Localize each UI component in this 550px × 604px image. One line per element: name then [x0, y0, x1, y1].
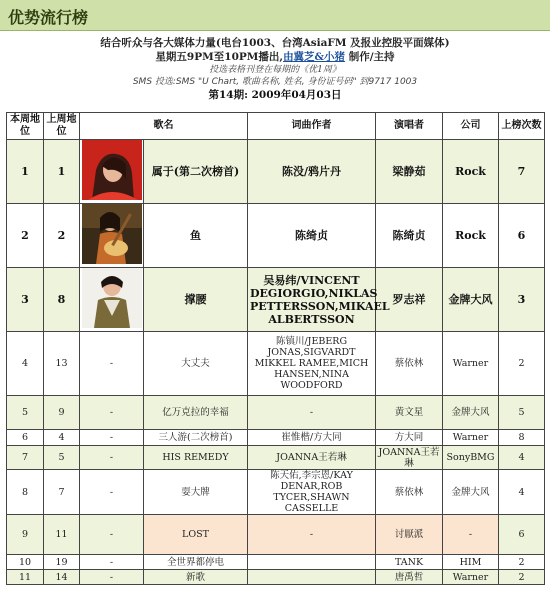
photo-placeholder: -	[80, 470, 144, 515]
rank-this-week: 4	[7, 332, 44, 396]
table-row	[7, 515, 545, 555]
photo-placeholder: -	[80, 396, 144, 430]
song-writer: 崔惟楷/方大同	[248, 430, 376, 446]
table-row	[7, 140, 545, 204]
song-title[interactable]: 亿万克拉的幸福	[144, 396, 248, 430]
rank-last-week: 19	[44, 555, 80, 570]
song-artist: 陈绮贞	[376, 204, 443, 268]
song-title[interactable]: HIS REMEDY	[144, 446, 248, 470]
photo-placeholder: -	[80, 332, 144, 396]
rank-this-week: 9	[7, 515, 44, 555]
table-row	[7, 470, 545, 515]
record-label: 金牌大风	[443, 470, 499, 515]
rank-this-week: 7	[7, 446, 44, 470]
header-line-sms: SMS 投选:SMS "U Chart, 歌曲名称, 姓名, 身份证号码" 到9717 1003	[132, 77, 418, 87]
song-writer: 吴易纬/VINCENT DEGIORGIO,NIKLAS PETTERSSON,MIKAEL ALBERTSSON	[248, 268, 376, 332]
table-row	[7, 332, 545, 396]
col-header-artist: 演唱者	[376, 113, 443, 140]
record-label: 金牌大风	[443, 268, 499, 332]
rank-this-week: 1	[7, 140, 44, 204]
col-header-this-week: 本周地位	[7, 113, 44, 140]
record-label: 金牌大风	[443, 396, 499, 430]
table-row	[7, 430, 545, 446]
song-writer	[248, 570, 376, 585]
artist-photo	[80, 268, 144, 332]
song-artist: 讨厭派	[376, 515, 443, 555]
song-title[interactable]: 鱼	[144, 204, 248, 268]
record-label: HIM	[443, 555, 499, 570]
table-row	[7, 396, 545, 430]
song-artist: TANK	[376, 555, 443, 570]
rank-last-week: 13	[44, 332, 80, 396]
table-header-row	[7, 113, 545, 140]
photo-placeholder: -	[80, 570, 144, 585]
song-writer: 陈绮贞	[248, 204, 376, 268]
photo-placeholder: -	[80, 430, 144, 446]
singer-photo-icon	[82, 140, 142, 200]
rank-this-week: 2	[7, 204, 44, 268]
weeks-on-chart: 6	[499, 515, 545, 555]
rank-this-week: 3	[7, 268, 44, 332]
song-artist: 蔡依林	[376, 332, 443, 396]
song-artist: 黄文星	[376, 396, 443, 430]
rank-this-week: 6	[7, 430, 44, 446]
singer-photo-icon	[82, 268, 142, 328]
weeks-on-chart: 4	[499, 446, 545, 470]
table-row	[7, 268, 545, 332]
photo-placeholder: -	[80, 446, 144, 470]
rank-this-week: 10	[7, 555, 44, 570]
song-title[interactable]: 全世界都停电	[144, 555, 248, 570]
header-schedule-suffix: 制作/主持	[345, 51, 395, 63]
song-title[interactable]: LOST	[144, 515, 248, 555]
song-writer: -	[248, 515, 376, 555]
header-line-schedule	[0, 50, 550, 64]
rank-last-week: 1	[44, 140, 80, 204]
table-row	[7, 555, 545, 570]
chart-table	[6, 112, 545, 585]
col-header-weeks: 上榜次数	[499, 113, 545, 140]
title-bar	[0, 0, 550, 31]
record-label: Rock	[443, 204, 499, 268]
song-artist: 唐禹哲	[376, 570, 443, 585]
header-line-ballot: 投选表格刊登在每期的《优1周》	[209, 65, 341, 75]
song-title[interactable]: 耍大牌	[144, 470, 248, 515]
artist-photo	[80, 140, 144, 204]
header-schedule-prefix: 星期五9PM至10PM播出,	[155, 51, 284, 63]
weeks-on-chart: 5	[499, 396, 545, 430]
song-title[interactable]: 大丈夫	[144, 332, 248, 396]
header-issue: 第14期: 2009年04月03日	[208, 89, 342, 101]
col-header-writer: 词曲作者	[248, 113, 376, 140]
song-artist: 方大同	[376, 430, 443, 446]
singer-photo-icon	[82, 204, 142, 264]
rank-last-week: 8	[44, 268, 80, 332]
record-label: Rock	[443, 140, 499, 204]
song-title[interactable]: 新歌	[144, 570, 248, 585]
rank-this-week: 8	[7, 470, 44, 515]
song-title[interactable]: 撑腰	[144, 268, 248, 332]
rank-last-week: 5	[44, 446, 80, 470]
table-row	[7, 446, 545, 470]
rank-last-week: 9	[44, 396, 80, 430]
chart-header	[0, 36, 550, 102]
weeks-on-chart: 2	[499, 332, 545, 396]
col-header-label: 公司	[443, 113, 499, 140]
table-row	[7, 204, 545, 268]
song-artist: JOANNA王若琳	[376, 446, 443, 470]
rank-this-week: 11	[7, 570, 44, 585]
weeks-on-chart: 7	[499, 140, 545, 204]
rank-last-week: 2	[44, 204, 80, 268]
song-writer: 陈天佑,李宗恩/KAY DENAR,ROB TYCER,SHAWN CASSELLE	[248, 470, 376, 515]
song-artist: 蔡依林	[376, 470, 443, 515]
photo-placeholder: -	[80, 515, 144, 555]
rank-last-week: 11	[44, 515, 80, 555]
song-writer	[248, 555, 376, 570]
song-writer: 陈没/鸦片丹	[248, 140, 376, 204]
rank-last-week: 4	[44, 430, 80, 446]
song-writer: JOANNA王若琳	[248, 446, 376, 470]
song-title[interactable]: 三人游(二次榜首)	[144, 430, 248, 446]
record-label: Warner	[443, 430, 499, 446]
weeks-on-chart: 2	[499, 570, 545, 585]
record-label: -	[443, 515, 499, 555]
col-header-song: 歌名	[80, 113, 248, 140]
song-artist: 罗志祥	[376, 268, 443, 332]
weeks-on-chart: 8	[499, 430, 545, 446]
artist-photo	[80, 204, 144, 268]
record-label: Warner	[443, 570, 499, 585]
song-artist: 梁静茹	[376, 140, 443, 204]
weeks-on-chart: 3	[499, 268, 545, 332]
table-row	[7, 570, 545, 585]
song-writer: 陈镇川/JEBERG JONAS,SIGVARDT MIKKEL RAMEE,MICH HANSEN,NINA WOODFORD	[248, 332, 376, 396]
photo-placeholder: -	[80, 555, 144, 570]
song-writer: -	[248, 396, 376, 430]
rank-this-week: 5	[7, 396, 44, 430]
song-title[interactable]: 属于(第二次榜首)	[144, 140, 248, 204]
rank-last-week: 14	[44, 570, 80, 585]
record-label: SonyBMG	[443, 446, 499, 470]
page-title: 优势流行榜	[8, 8, 89, 27]
weeks-on-chart: 2	[499, 555, 545, 570]
header-hosts-link[interactable]: 由冀芝&小猪	[283, 51, 346, 63]
weeks-on-chart: 4	[499, 470, 545, 515]
rank-last-week: 7	[44, 470, 80, 515]
weeks-on-chart: 6	[499, 204, 545, 268]
header-line-sources: 结合听众与各大媒体力量(电台1003、台湾AsiaFM 及报业控股平面媒体)	[100, 37, 450, 49]
col-header-last-week: 上周地位	[44, 113, 80, 140]
record-label: Warner	[443, 332, 499, 396]
